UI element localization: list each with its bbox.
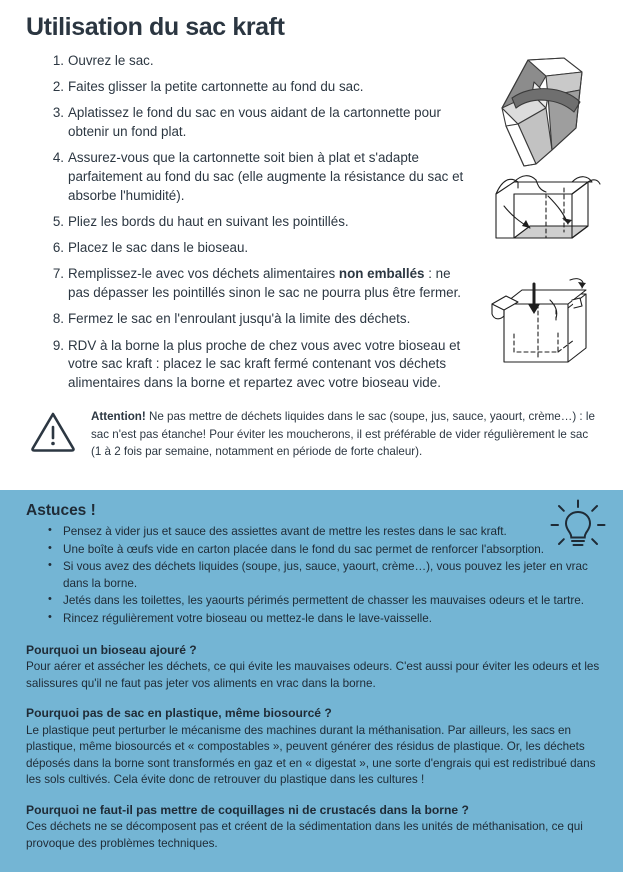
faq-list [26,642,601,853]
steps-list [26,52,470,393]
faq-answer: Ces déchets ne se décomposent pas et créent de la sédimentation dans les unités de méthanisation, ce qui provoque des problèmes techniques. [26,820,583,850]
list-item: • Rincez régulièrement votre bioseau ou mettez-le dans le lave-vaisselle. [48,611,601,628]
steps-column [0,42,470,401]
page-title: Utilisation du sac kraft [26,13,285,41]
warning-box [30,408,597,459]
faq-question: Pourquoi ne faut-il pas mettre de coquillages ni de crustacés dans la borne ? [26,802,469,817]
list-item: Remplissez-le avec vos déchets alimentaires non emballés : ne pas dépasser les pointillés sinon le sac ne pourra plus être fermer. [68,266,462,301]
emphasis-non-emballes: non emballés [338,266,425,282]
tips-list [26,524,601,628]
list-item: Pliez les bords du haut en suivant les pointillés. [68,213,349,229]
list-item: • Si vous avez des déchets liquides (soupe, jus, sauce, yaourt, crème…), vous pouvez les jeter en vrac dans la borne. [48,559,601,592]
tips-and-faq-section [0,490,623,872]
faq-item [26,802,601,853]
kraft-bag-open-illustration [488,46,606,168]
illustrations-column [470,42,623,374]
list-item: Faites glisser la petite cartonnette au fond du sac. [68,78,364,94]
faq-answer: Pour aérer et assécher les déchets, ce qui évite les mauvaises odeurs. C'est aussi pour éviter les odeurs et les salissures qu'il ne faut pas jeter vos aliments en vrac dans la borne. [26,659,600,690]
list-item: Assurez-vous que la cartonnette soit bien à plat et s'adapte parfaitement au fond du sac (elle augmente la résistance du sac et absorbe l'humidité). [68,150,464,203]
faq-question: Pourquoi pas de sac en plastique, même biosourcé ? [26,706,332,721]
list-item: Ouvrez le sac. [68,52,154,68]
warning-triangle-icon [30,408,78,457]
list-item: RDV à la borne la plus proche de chez vous avec votre bioseau et votre sac kraft : placez le sac kraft fermé contenant vos déchets alimentaires dans la borne et repartez avec votre bioseau vide. [68,337,461,391]
faq-item [26,705,601,789]
warning-lead: Attention! [91,410,146,424]
list-item: • Pensez à vider jus et sauce des assiettes avant de mettre les restes dans le sac kraft. [48,524,601,541]
list-item: • Jetés dans les toilettes, les yaourts périmés permettent de chasser les mauvaises odeurs et le tartre. [48,593,601,610]
faq-item [26,642,601,693]
list-item: • Une boîte à œufs vide en carton placée dans le fond du sac permet de renforcer l'absorption. [48,542,601,559]
tips-title: Astuces ! [26,502,96,519]
bioseau-bin-closing-lid-illustration [488,274,606,374]
list-item: Fermez le sac en l'enroulant jusqu'à la limite des déchets. [68,311,411,327]
faq-answer: Le plastique peut perturber le mécanisme des machines durant la méthanisation. Par ailleurs, les sacs en plastique, même biosourcés et « compostables », peuvent générer des résidus de plastique. Or, les déchets déposés dans la borne sont transformés en gaz et en « digestat », une sorte d'engrais qui est redistribué dans les sols cultivés. Cela évite donc de retrouver du plastique dans les cultures ! [26,723,596,787]
warning-body: Ne pas mettre de déchets liquides dans le sac (soupe, jus, sauce, yaourt, crème…) : le sac n'est pas étanche! Pour éviter les moucherons, il est préférable de vider régulièrement le sac (1 à 2 fois par semaine, notamment en période de forte chaleur). [91,410,595,458]
list-item: Placez le sac dans le bioseau. [68,240,249,256]
faq-question: Pourquoi un bioseau ajouré ? [26,642,197,657]
warning-text [91,408,597,459]
instructions-body [0,42,623,401]
bioseau-bin-with-bag-illustration [488,172,606,270]
list-item: Aplatissez le fond du sac en vous aidant de la cartonnette pour obtenir un fond plat. [68,105,441,139]
